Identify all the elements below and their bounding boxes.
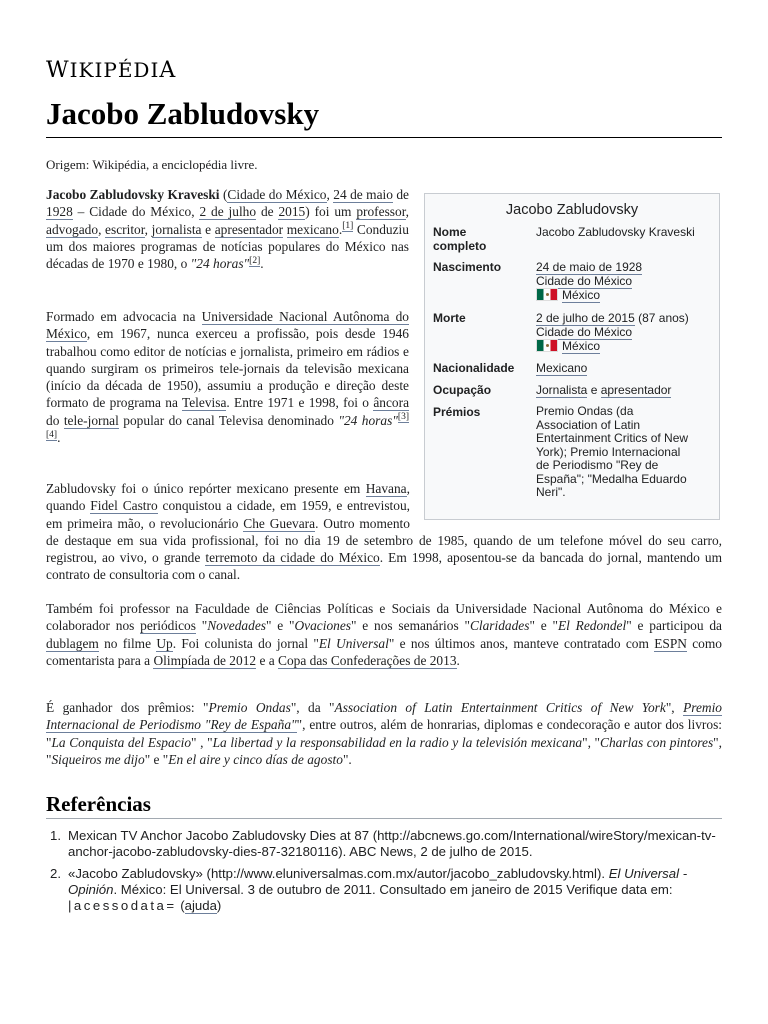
text: . xyxy=(456,652,460,668)
text: ". xyxy=(342,751,352,767)
references-heading: Referências xyxy=(46,792,151,816)
text: e a xyxy=(256,652,279,668)
link-ancora[interactable]: âncora xyxy=(373,395,410,411)
infobox-value xyxy=(536,311,716,353)
text: " xyxy=(195,618,208,634)
reference-link-1[interactable]: [1] xyxy=(342,221,354,232)
text: . Entre 1971 e 1998, foi o xyxy=(226,395,374,411)
text: , xyxy=(144,221,152,237)
text: , xyxy=(98,221,106,237)
infobox-label: Morte xyxy=(433,311,466,325)
book-title: Charlas con pintores xyxy=(600,734,714,750)
reference-link-3[interactable]: [3] xyxy=(397,412,409,423)
infobox-title: Jacobo Zabludovsky xyxy=(505,202,639,218)
text: Formado em advocacia na xyxy=(46,309,202,324)
text: . Foi colunista do jornal " xyxy=(172,635,319,651)
reference-link-4[interactable]: [4] xyxy=(46,429,58,440)
reference-link-2[interactable]: [2] xyxy=(249,255,261,266)
publication-name: El Redondel xyxy=(557,618,627,634)
title-divider xyxy=(46,137,722,138)
text: " e nos últimos anos, manteve contratado com xyxy=(388,635,655,651)
wikipedia-wordmark[interactable] xyxy=(46,58,176,83)
reference-number: 2. xyxy=(50,865,61,881)
reference-item xyxy=(46,866,722,915)
text: e xyxy=(201,221,215,237)
mexico-flag-icon xyxy=(536,339,558,352)
link-havana[interactable]: Havana xyxy=(365,481,407,496)
infobox-value xyxy=(536,361,716,375)
text: . México: El Universal. 3 de outubro de 2011. Consultado em janeiro de 2015 Verifique data em: xyxy=(113,881,673,897)
paragraph-teaching xyxy=(46,600,722,669)
text: ", " xyxy=(582,734,601,750)
link-2015[interactable]: 2015 xyxy=(278,204,306,220)
text: ", " xyxy=(46,734,722,767)
infobox-label: Nascimento xyxy=(433,260,502,274)
link-escritor[interactable]: escritor xyxy=(105,221,145,237)
link-espn[interactable]: ESPN xyxy=(654,635,687,651)
text: conquistou a cidade, em 1959, e entrevistou, em primeira mão, o revolucionário xyxy=(46,498,410,531)
link-tele-jornal[interactable]: tele-jornal xyxy=(63,412,119,428)
text: É ganhador dos prêmios: " xyxy=(46,700,209,715)
text: Também foi professor na Faculdade de Ciências Políticas e Sociais da Universidade Nacional Autônoma do México e colaborador nos xyxy=(46,601,722,634)
text: no filme xyxy=(98,635,157,651)
help-link[interactable]: ajuda xyxy=(184,898,217,914)
infobox-label: Nacionalidade xyxy=(433,361,515,375)
link-death-date[interactable]: 2 de julho de 2015 xyxy=(536,311,635,325)
text: de xyxy=(392,187,410,202)
page-title: Jacobo Zabludovsky xyxy=(46,96,320,131)
link-cidade-do-mexico[interactable]: Cidade do México xyxy=(227,187,327,202)
reference-url[interactable]: (http://abcnews.go.com/International/wireStory/mexican-tv-anchor-jacobo-zabludovsky-dies-87-32180116) xyxy=(68,828,716,860)
text: , em 1967, nunca exerceu a profissão, pois desde 1946 trabalhou como editor de notícias e jornalista, primeiro em rádios e quando surgiram os primeiros tele-jornais da televisão mexicana (início da década de 1950), assumiu a produção e direção deste formato de programa na xyxy=(46,326,409,411)
book-title: La libertad y la responsabilidad en la radio y la televisión mexicana xyxy=(212,734,583,750)
reference-title-link[interactable]: Mexican TV Anchor Jacobo Zabludovsky Dies at 87 xyxy=(68,828,370,843)
text: Conduziu um dos maiores programas de notícias populares do México nas décadas de 1970 e 1980, o xyxy=(46,221,409,272)
text: ( xyxy=(176,898,185,914)
infobox-label: Prémios xyxy=(433,405,481,419)
link-1928[interactable]: 1928 xyxy=(46,204,73,220)
infobox-value xyxy=(536,260,716,302)
subject-name: Jacobo Zabludovsky Kraveski xyxy=(46,187,220,202)
text: , xyxy=(326,187,334,202)
parameter-name: |acessodata= xyxy=(68,898,177,914)
text: " e nos semanários " xyxy=(351,618,470,634)
book-title: En el aire y cinco días de agosto xyxy=(168,751,343,767)
link-mexico[interactable]: México xyxy=(562,288,601,302)
reference-text: . ABC News, 2 de julho de 2015. xyxy=(342,844,533,860)
text: ( xyxy=(219,187,228,202)
text: ", da " xyxy=(290,700,335,715)
age-at-death: (87 anos) xyxy=(634,311,689,325)
text: . xyxy=(338,221,343,237)
link-jornalista[interactable]: jornalista xyxy=(151,221,202,237)
text: . Outro momento de destaque em sua vida profissional, foi no dia 19 de setembro de 1985, quando de um telefone móvel do seu carro, registrou, ao vivo, o grande xyxy=(46,515,722,566)
link-premio-internacional[interactable]: Premio Internacional de Periodismo "Rey de España" xyxy=(46,700,722,733)
infobox-value xyxy=(536,383,716,397)
text: . Em 1998, aposentou-se da bancada do jornal, mantendo um contrato de consultoria com o canal. xyxy=(46,550,722,583)
text: . xyxy=(260,256,264,272)
references-list xyxy=(46,828,722,919)
link-copa-confederacoes[interactable]: Copa das Confederações de 2013 xyxy=(278,652,457,668)
wordmark-letters: IKIPÉDI xyxy=(69,58,160,82)
link-fidel-castro[interactable]: Fidel Castro xyxy=(90,498,158,514)
text: de xyxy=(256,204,279,220)
book-title: Siqueiros me dijo xyxy=(51,751,145,767)
link-mexicano[interactable]: mexicano xyxy=(286,221,339,237)
link-televisa[interactable]: Televisa xyxy=(181,395,227,411)
link-jornalista[interactable]: Jornalista xyxy=(536,383,588,397)
text: do xyxy=(46,412,64,428)
link-birth-place[interactable]: Cidade do México xyxy=(536,274,633,288)
paragraph-highlights xyxy=(46,480,722,584)
text: ) foi um xyxy=(305,204,357,220)
link-olimpiada-2012[interactable]: Olimpíada de 2012 xyxy=(153,652,257,668)
link-death-place[interactable]: Cidade do México xyxy=(536,325,633,339)
reference-url[interactable]: (http://www.eluniversalmas.com.mx/autor/jacobo_zabludovsky.html) xyxy=(202,865,602,881)
organization-name: Association of Latin Entertainment Critics of New York xyxy=(334,700,666,715)
paragraph-career xyxy=(46,308,409,446)
text: ", xyxy=(665,700,684,715)
link-2-de-julho[interactable]: 2 de julho xyxy=(199,204,257,220)
link-unam[interactable]: Universidade Nacional Autônoma do México xyxy=(46,309,410,342)
text: " e " xyxy=(529,618,558,634)
text: e xyxy=(587,383,601,397)
reference-number: 1. xyxy=(50,828,61,843)
link-advogado[interactable]: advogado xyxy=(46,221,99,237)
link-24-de-maio[interactable]: 24 de maio xyxy=(333,187,393,202)
link-che-guevara[interactable]: Che Guevara xyxy=(243,515,316,531)
link-up[interactable]: Up xyxy=(156,635,173,651)
text: , quando xyxy=(46,481,410,514)
publication-name: El Universal xyxy=(318,635,389,651)
book-title: La Conquista del Espacio xyxy=(51,734,192,750)
text: " e " xyxy=(265,618,295,634)
link-birth-date[interactable]: 24 de maio de 1928 xyxy=(536,260,643,274)
text: como comentarista para a xyxy=(46,635,722,668)
publication-name: Ovaciones xyxy=(294,618,351,634)
reference-item xyxy=(46,828,722,861)
mexico-flag-icon xyxy=(536,288,558,301)
text: . xyxy=(57,430,61,446)
reference-title-link[interactable]: «Jacobo Zabludovsky» xyxy=(68,865,203,881)
paragraph-awards xyxy=(46,699,722,768)
infobox xyxy=(424,193,720,520)
program-name: "24 horas" xyxy=(338,412,398,428)
publication-name: El Universal - Opinión xyxy=(68,865,688,897)
text: ", entre outros, além de honrarias, diplomas e condecoração e autor dos livros: " xyxy=(46,717,722,750)
link-professor[interactable]: professor xyxy=(356,204,406,220)
wordmark-letter-w: W xyxy=(46,58,70,83)
text: Zabludovsky foi o único repórter mexicano presente em xyxy=(46,481,366,496)
text: – Cidade do México, xyxy=(72,204,200,220)
paragraph-intro xyxy=(46,186,409,272)
text: " e " xyxy=(144,751,169,767)
program-name: "24 horas" xyxy=(190,256,250,272)
origin-note: Origem: Wikipédia, a enciclopédia livre. xyxy=(46,157,258,172)
publication-name: Novedades xyxy=(207,618,266,634)
link-periodicos[interactable]: periódicos xyxy=(140,618,196,634)
infobox-label: Nome completo xyxy=(433,225,487,253)
infobox-value: Jacobo Zabludovsky Kraveski xyxy=(536,225,695,239)
text: " e participou da xyxy=(626,618,722,634)
link-apresentador[interactable]: apresentador xyxy=(600,383,672,397)
award-name: Premio Ondas xyxy=(208,700,291,715)
references-divider xyxy=(46,818,722,819)
text: popular do canal Televisa denominado xyxy=(118,412,339,428)
link-mexico[interactable]: México xyxy=(562,339,601,353)
wordmark-letter-a: A xyxy=(159,58,177,83)
infobox-label: Ocupação xyxy=(433,383,492,397)
infobox-value: Premio Ondas (da Association of Latin Entertainment Critics of New York); Premio Internacional de Periodismo "Rey de España"; "Medalha Eduardo Neri". xyxy=(536,404,689,499)
text: ) xyxy=(216,898,222,914)
link-mexicano[interactable]: Mexicano xyxy=(536,361,588,375)
text: , xyxy=(405,204,409,220)
publication-name: Claridades xyxy=(469,618,530,634)
text: " , " xyxy=(191,734,213,750)
link-terremoto[interactable]: terremoto da cidade do México xyxy=(205,550,380,566)
text: . xyxy=(601,865,609,881)
link-dublagem[interactable]: dublagem xyxy=(46,635,99,651)
link-apresentador[interactable]: apresentador xyxy=(214,221,284,237)
